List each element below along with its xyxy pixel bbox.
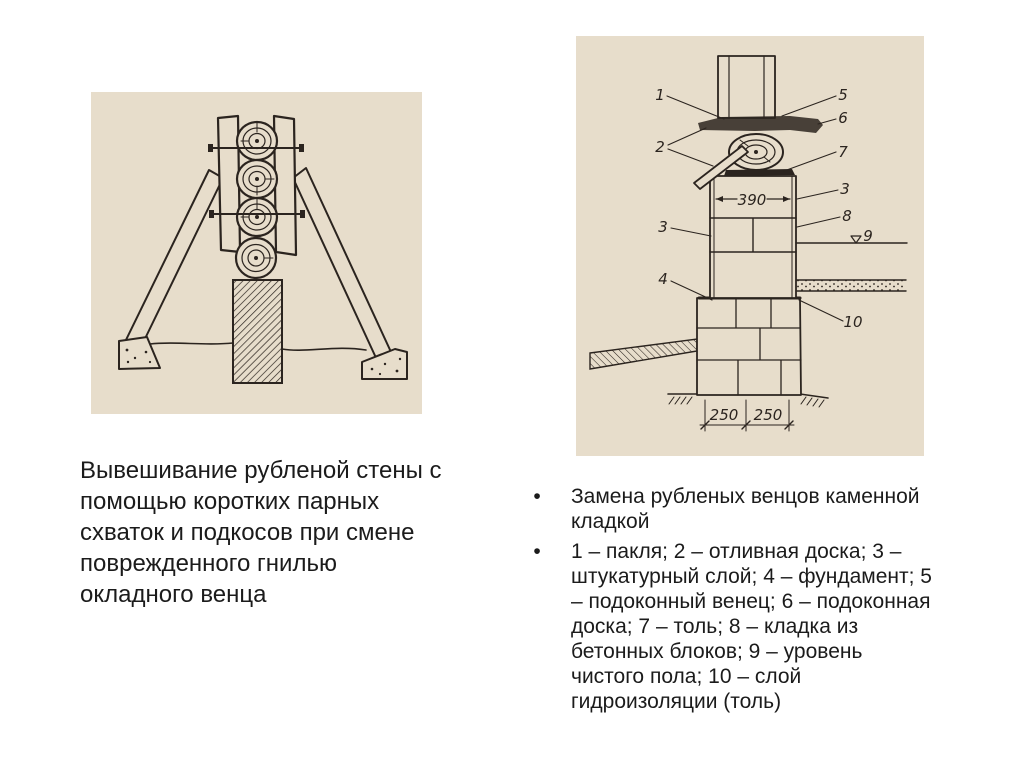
log [237,122,277,160]
floor-slab [797,280,906,291]
callout-7: 7 [838,143,848,161]
dimension-label: 250 [709,406,739,424]
left-figure-caption [80,455,442,610]
list-item-line: бетонных блоков; 9 – уровень [571,640,863,663]
callout-10: 10 [843,313,863,331]
log [237,160,277,198]
right-figure [576,36,924,456]
caption-line: помощью коротких парных [80,488,380,515]
log [237,198,277,236]
list-item-line: гидроизоляции (толь) [571,690,782,713]
callout-3-left: 3 [658,218,668,236]
list-item [530,484,932,534]
list-item-line: 1 – пакля; 2 – отливная доска; 3 – [571,540,902,563]
foundation-post [233,280,282,383]
list-item-line: кладкой [571,510,650,533]
foundation [697,298,801,395]
callout-5: 5 [838,86,848,104]
callout-9: 9 [863,227,873,245]
bullet-marker: • [533,540,541,563]
left-figure [91,92,422,414]
caption-line: окладного венца [80,581,267,608]
list-item-line: чистого пола; 10 – слой [571,665,802,688]
list-item-line: штукатурный слой; 4 – фундамент; 5 [571,565,932,588]
dimension-label: 390 [737,191,767,209]
dimension-label: 250 [753,406,783,424]
window-post [718,56,775,118]
callout-4: 4 [658,270,668,288]
list-item-line: Замена рубленых венцов каменной [571,485,920,508]
caption-line: Вывешивание рубленой стены с [80,457,442,484]
callout-2: 2 [655,138,665,156]
caption-line: схваток и подкосов при смене [80,519,415,546]
caption-line: поврежденного гнилью [80,550,337,577]
roofing-felt [724,169,795,176]
list-item-line: – подоконный венец; 6 – подоконная [571,590,931,613]
log [236,238,276,278]
callout-8: 8 [842,207,852,225]
bullet-marker: • [533,485,541,508]
list-item [530,539,932,714]
callout-6: 6 [838,109,848,127]
callout-1: 1 [655,86,665,104]
callout-3-right: 3 [840,180,850,198]
right-figure-bullet-list [530,484,932,719]
list-item-line: доска; 7 – толь; 8 – кладка из [571,615,859,638]
